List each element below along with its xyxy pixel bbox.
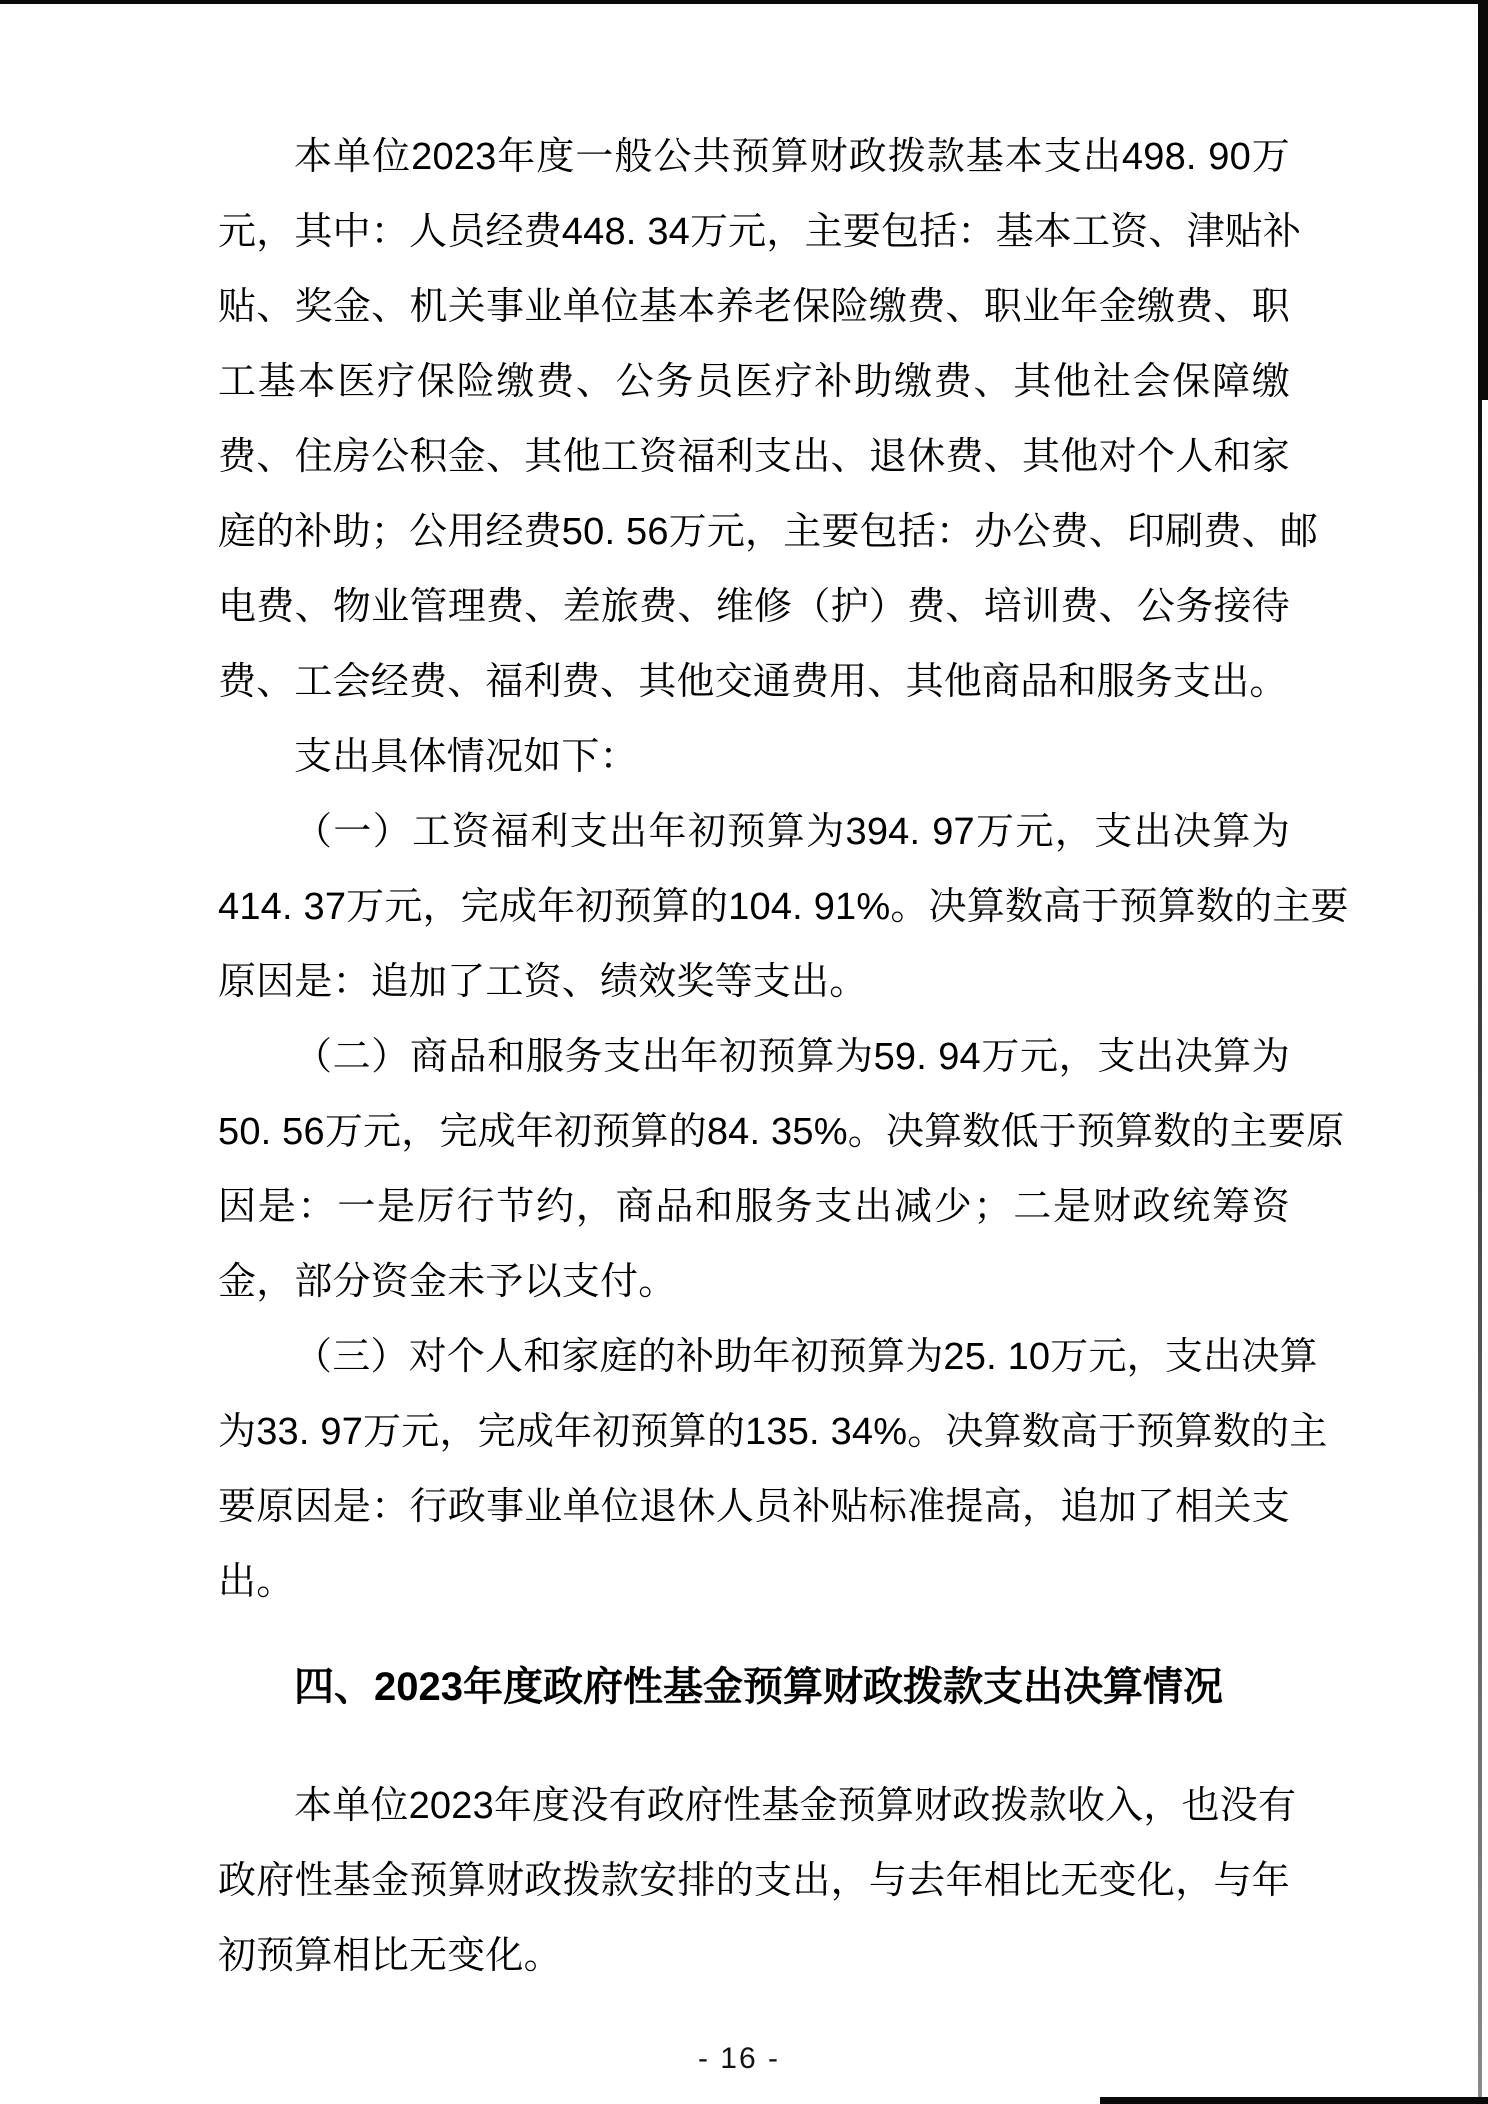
body-line: 金，部分资金未予以支付。 (218, 1261, 677, 1303)
body-line: 费、住房公积金、其他工资福利支出、退休费、其他对个人和家 (218, 436, 1290, 478)
body-line: 因是：一是厉行节约，商品和服务支出减少；二是财政统筹资 (218, 1186, 1290, 1228)
section-heading: 四、2023年度政府性基金预算财政拨款支出决算情况 (294, 1665, 1223, 1709)
page-number: - 16 - (697, 2042, 781, 2075)
body-line: 电费、物业管理费、差旅费、维修（护）费、培训费、公务接待 (218, 586, 1290, 628)
body-line: 贴、奖金、机关事业单位基本养老保险缴费、职业年金缴费、职 (218, 286, 1290, 328)
scan-edge-right-dark (1478, 0, 1488, 400)
scan-edge-right-line (1478, 400, 1482, 2104)
body-line: （二）商品和服务支出年初预算为59. 94万元，支出决算为 (294, 1036, 1290, 1078)
body-line: 本单位2023年度一般公共预算财政拨款基本支出498. 90万 (294, 136, 1290, 178)
body-line: 原因是：追加了工资、绩效奖等支出。 (218, 961, 868, 1003)
body-line: 50. 56万元，完成年初预算的84. 35%。决算数低于预算数的主要原 (218, 1111, 1345, 1153)
scan-edge-top (0, 0, 1488, 4)
body-line: 出。 (218, 1561, 295, 1603)
body-line: 工基本医疗保险缴费、公务员医疗补助缴费、其他社会保障缴 (218, 361, 1290, 403)
body-line: 初预算相比无变化。 (218, 1935, 562, 1977)
body-line: 要原因是：行政事业单位退休人员补贴标准提高，追加了相关支 (218, 1486, 1290, 1528)
body-line: 本单位2023年度没有政府性基金预算财政拨款收入，也没有 (294, 1785, 1297, 1827)
text-block (218, 120, 1349, 1994)
body-line: 414. 37万元，完成年初预算的104. 91%。决算数高于预算数的主要 (218, 886, 1349, 928)
body-line: 庭的补助；公用经费50. 56万元，主要包括：办公费、印刷费、邮 (218, 511, 1319, 553)
body-line: 费、工会经费、福利费、其他交通费用、其他商品和服务支出。 (218, 661, 1288, 703)
scan-edge-bottom (1100, 2097, 1488, 2104)
body-line: 为33. 97万元，完成年初预算的135. 34%。决算数高于预算数的主 (218, 1411, 1328, 1453)
body-line: （一）工资福利支出年初预算为394. 97万元，支出决算为 (294, 811, 1290, 853)
body-line: 政府性基金预算财政拨款安排的支出，与去年相比无变化，与年 (218, 1860, 1290, 1902)
body-line: （三）对个人和家庭的补助年初预算为25. 10万元，支出决算 (294, 1336, 1318, 1378)
body-line: 支出具体情况如下： (294, 736, 638, 778)
body-line: 元，其中：人员经费448. 34万元，主要包括：基本工资、津贴补 (218, 211, 1302, 253)
